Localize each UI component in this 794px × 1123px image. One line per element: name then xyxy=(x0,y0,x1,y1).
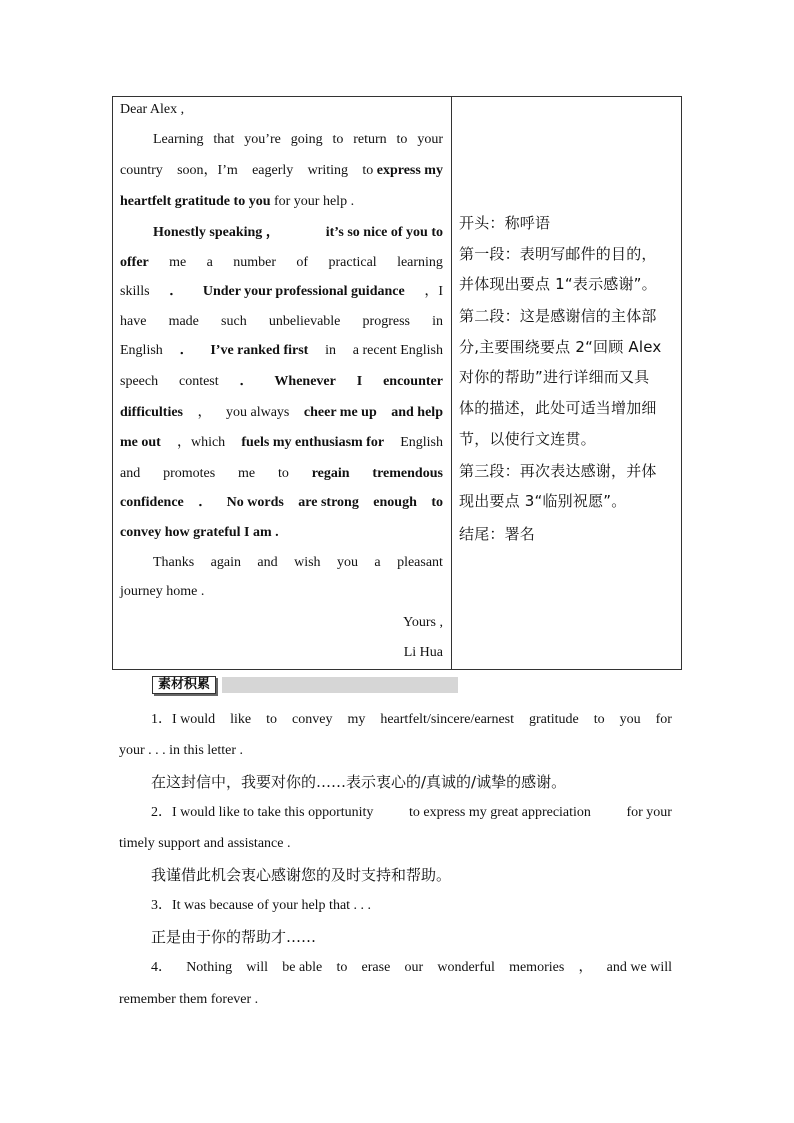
letter-line: Learning that you’re going to return to your xyxy=(153,132,443,147)
notes-column xyxy=(452,97,681,669)
letter-line: Thanks again and wish you a pleasant xyxy=(153,555,443,570)
letter-line: and promotes me to regain tremendous xyxy=(120,466,443,481)
material-translation: 正是由于你的帮助才…… xyxy=(151,928,317,946)
letter-line: journey home . xyxy=(120,584,205,599)
letter-signature: Li Hua xyxy=(403,645,443,660)
material-translation: 在这封信中，我要对你的……表示衷心的/真诚的/诚挚的感谢。 xyxy=(151,773,567,791)
letter-line: difficulties ， you always cheer me up and help xyxy=(120,405,443,420)
material-line: your . . . in this letter . xyxy=(119,743,244,758)
note-line: 体的描述，此处可适当增加细 xyxy=(459,399,657,417)
note-line: 节，以使行文连贯。 xyxy=(459,430,596,448)
letter-line: speech contest ． Whenever I encounter xyxy=(120,374,443,389)
section-heading-bar xyxy=(222,677,458,693)
sample-letter-table xyxy=(112,96,682,670)
note-line: 并体现出要点 1“表示感谢”。 xyxy=(459,275,657,293)
note-line: 对你的帮助”进行详细而又具 xyxy=(459,368,650,386)
letter-line: confidence ． No words are strong enough to xyxy=(120,495,443,510)
note-line: 结尾：署名 xyxy=(459,525,536,543)
note-line: 第二段：这是感谢信的主体部 xyxy=(459,307,657,325)
letter-line: me out ，which fuels my enthusiasm for English xyxy=(120,435,443,450)
letter-column xyxy=(113,97,452,669)
letter-line: have made such unbelievable progress in xyxy=(120,314,443,329)
letter-line: convey how grateful I am . xyxy=(120,525,279,540)
material-line: 3．It was because of your help that . . . xyxy=(151,898,372,913)
material-translation: 我谨借此机会衷心感谢您的及时支持和帮助。 xyxy=(151,866,452,884)
section-heading xyxy=(152,676,458,694)
letter-line: country soon，I’m eagerly writing to express my xyxy=(120,163,443,178)
note-line: 开头：称呼语 xyxy=(459,214,551,232)
letter-line: English ． I’ve ranked first in a recent English xyxy=(120,343,443,358)
note-line: 分,主要围绕要点 2“回顾 Alex xyxy=(459,338,662,356)
note-line: 第三段：再次表达感谢，并体 xyxy=(459,462,657,480)
section-label: 素材积累 xyxy=(152,676,216,694)
letter-line: skills ． Under your professional guidance ，I xyxy=(120,284,443,299)
letter-line: heartfelt gratitude to you for your help . xyxy=(120,194,355,209)
material-line: timely support and assistance . xyxy=(119,836,291,851)
letter-greeting: Dear Alex , xyxy=(120,102,185,117)
letter-closing: Yours , xyxy=(403,615,443,630)
material-line: 2．I would like to take this opportunity to express my great appreciation for your xyxy=(151,805,672,820)
note-line: 现出要点 3“临别祝愿”。 xyxy=(459,492,627,510)
material-line: 1．I would like to convey my heartfelt/sincere/earnest gratitude to you for xyxy=(151,712,672,727)
material-line: 4． Nothing will be able to erase our wonderful memories ， and we will xyxy=(151,960,672,975)
letter-line: offer me a number of practical learning xyxy=(120,255,443,270)
note-line: 第一段：表明写邮件的目的， xyxy=(459,245,657,263)
letter-line: Honestly speaking ， it’s so nice of you to xyxy=(153,225,443,240)
material-line: remember them forever . xyxy=(119,992,259,1007)
